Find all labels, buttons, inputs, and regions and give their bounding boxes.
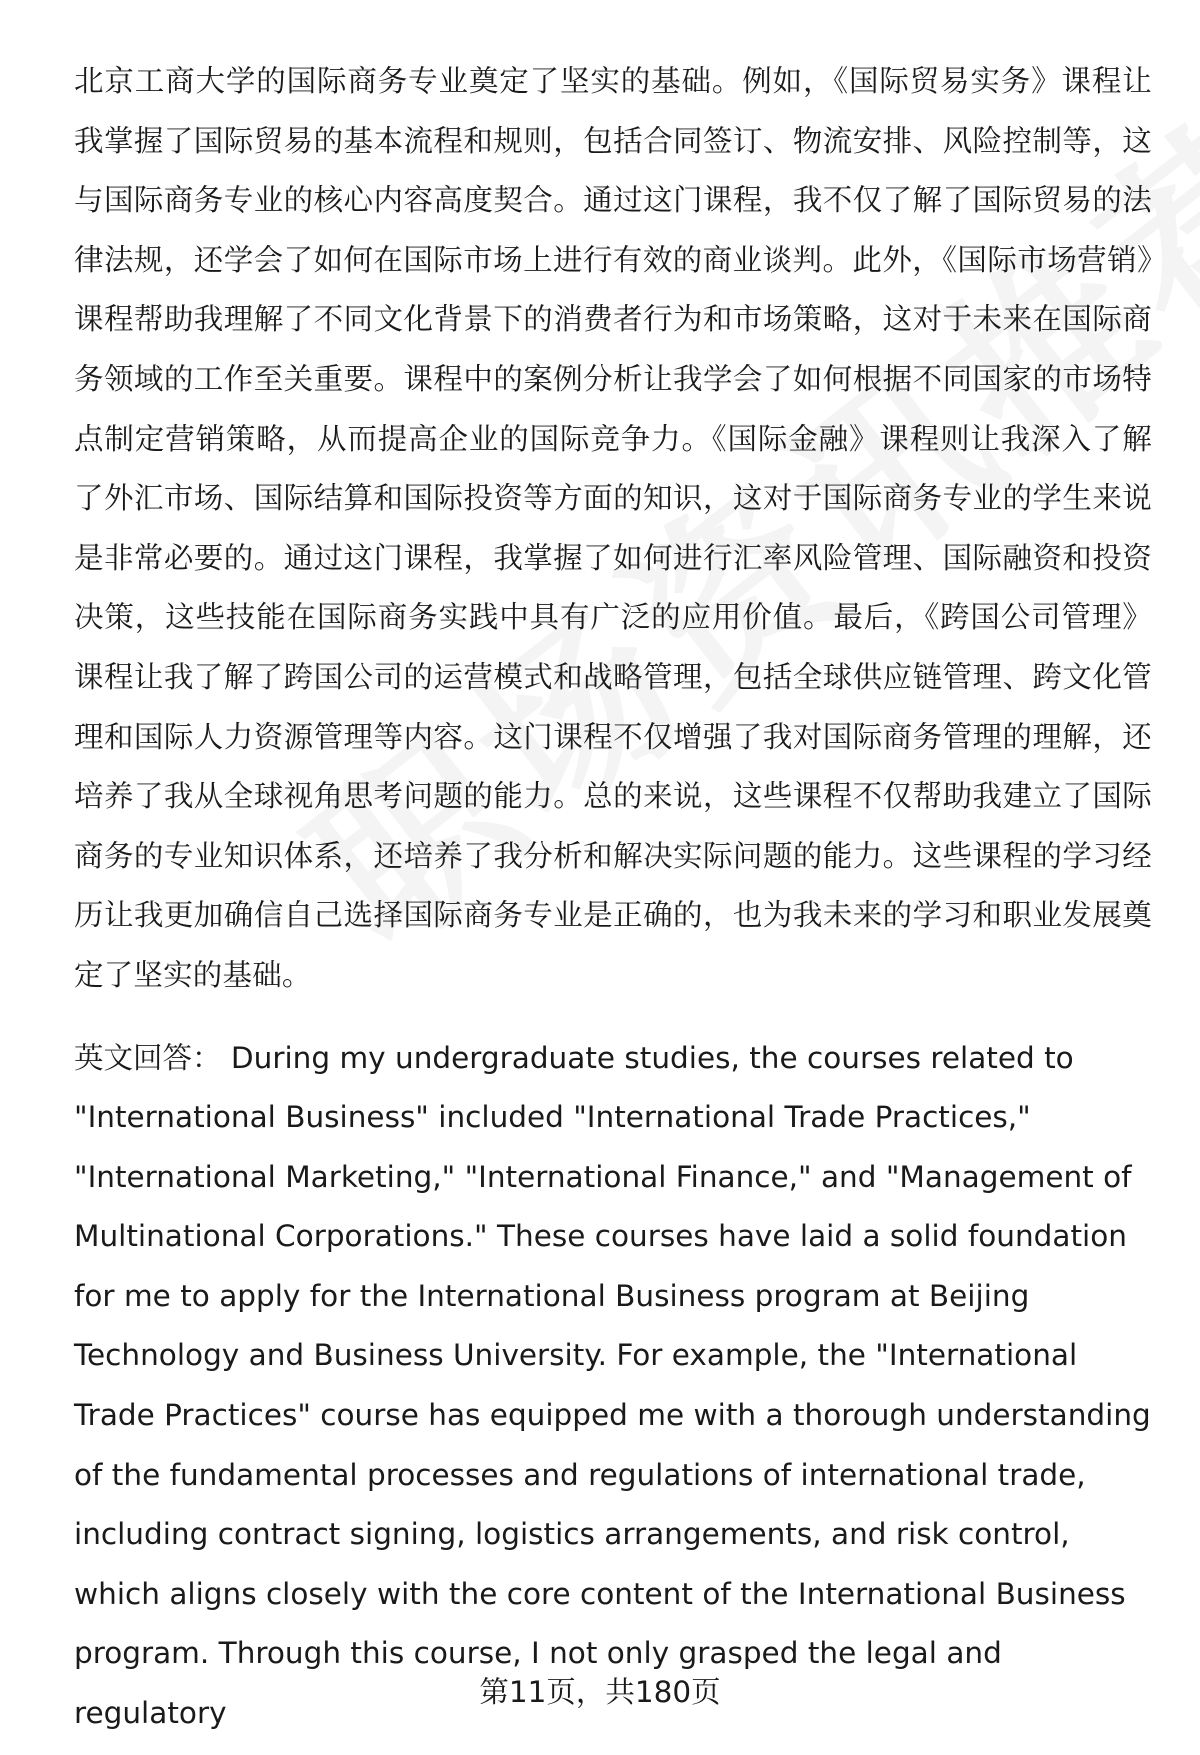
page-number-footer: 第11页，共180页 (479, 1675, 721, 1709)
english-answer-paragraph (74, 1029, 1152, 1744)
english-answer-text: During my undergraduate studies, the courses related to "International Business" included "International Trade Practices," "International Marketing," "International Finance," and "Management of Multinational Corporations." These courses have laid a solid foundation for me to apply for the International Business program at Beijing Technology and Business University. For example, the "International Trade Practices" course has equipped me with a thorough understanding of the fundamental processes and regulations of international trade, including contract signing, logistics arrangements, and risk control, which aligns closely with the core content of the International Business program. Through this course, I not only grasped the legal and regulatory (74, 1040, 1151, 1731)
english-answer-label: 英文回答： (74, 1040, 222, 1075)
document-body (74, 52, 1152, 1744)
chinese-answer-paragraph: 北京工商大学的国际商务专业奠定了坚实的基础。例如，《国际贸易实务》课程让我掌握了国际贸易的基本流程和规则，包括合同签订、物流安排、风险控制等，这与国际商务专业的核心内容高度契合。通过这门课程，我不仅了解了国际贸易的法律法规，还学会了如何在国际市场上进行有效的商业谈判。此外，《国际市场营销》课程帮助我理解了不同文化背景下的消费者行为和市场策略，这对于未来在国际商务领域的工作至关重要。课程中的案例分析让我学会了如何根据不同国家的市场特点制定营销策略，从而提高企业的国际竞争力。《国际金融》课程则让我深入了解了外汇市场、国际结算和国际投资等方面的知识，这对于国际商务专业的学生来说是非常必要的。通过这门课程，我掌握了如何进行汇率风险管理、国际融资和投资决策，这些技能在国际商务实践中具有广泛的应用价值。最后，《跨国公司管理》课程让我了解了跨国公司的运营模式和战略管理，包括全球供应链管理、跨文化管理和国际人力资源管理等内容。这门课程不仅增强了我对国际商务管理的理解，还培养了我从全球视角思考问题的能力。总的来说，这些课程不仅帮助我建立了国际商务的专业知识体系，还培养了我分析和解决实际问题的能力。这些课程的学习经历让我更加确信自己选择国际商务专业是正确的，也为我未来的学习和职业发展奠定了坚实的基础。 (74, 64, 1152, 992)
